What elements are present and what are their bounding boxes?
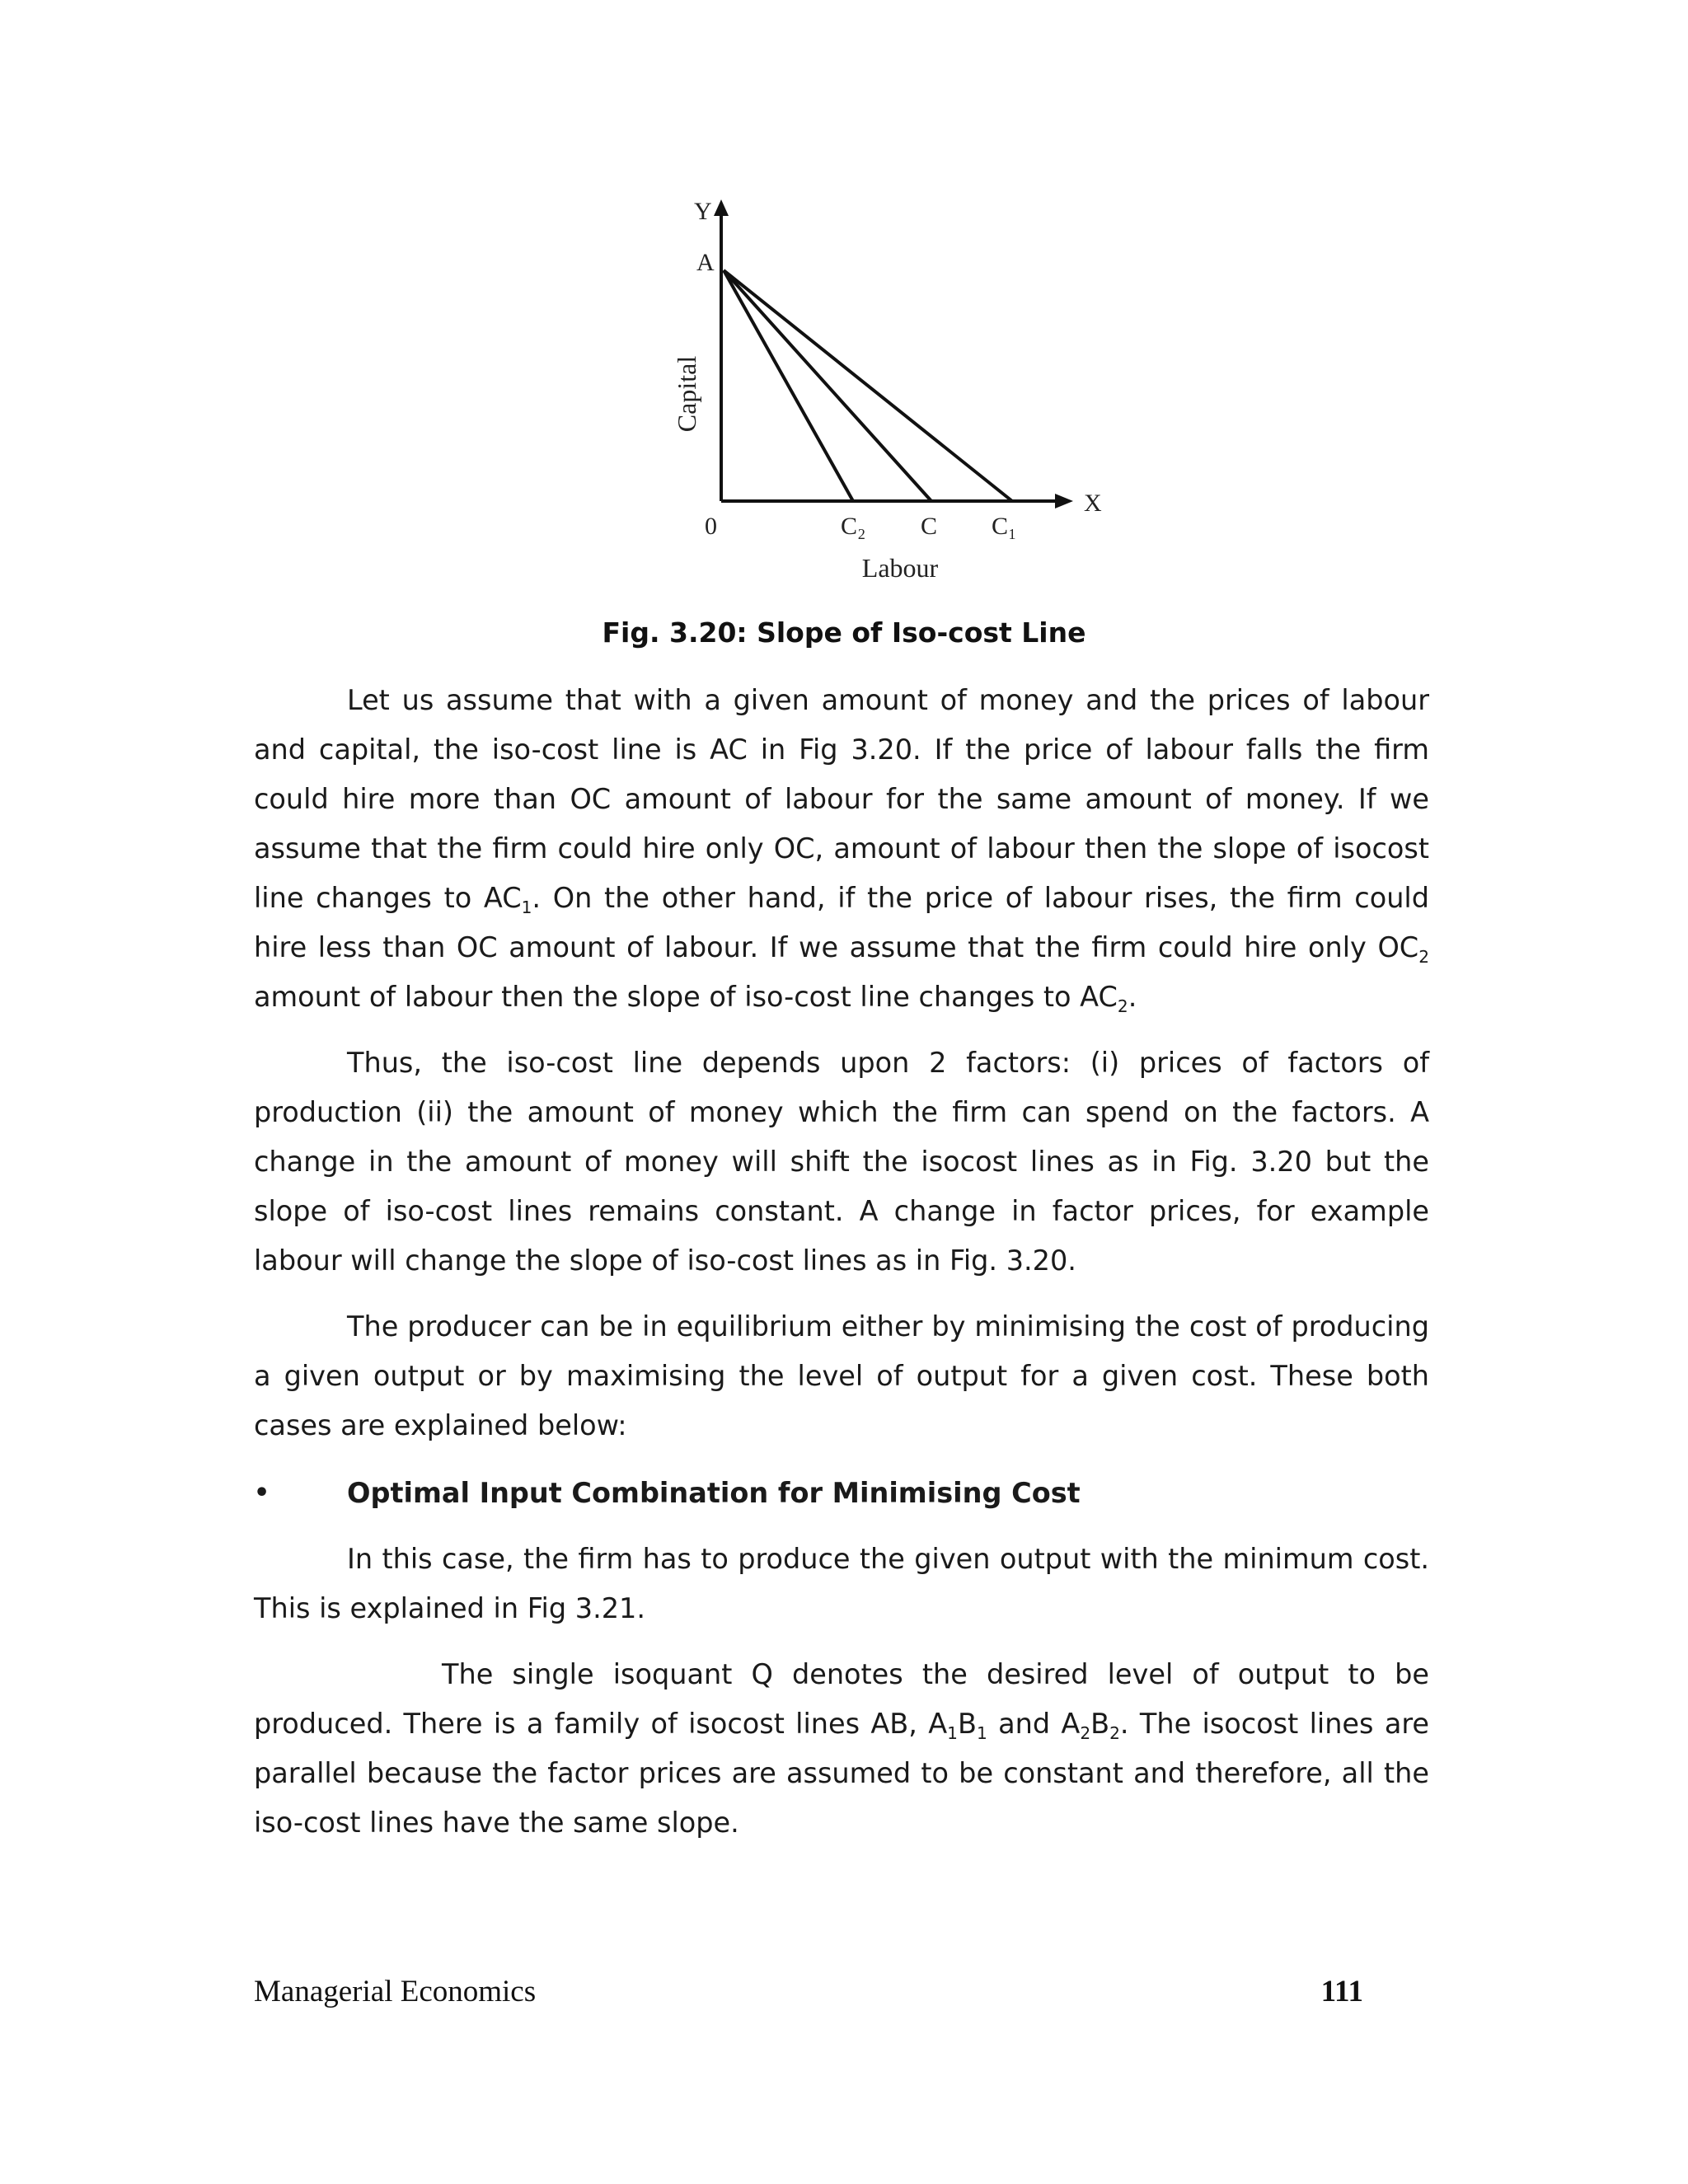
point-c1-label: C₁	[992, 513, 1017, 540]
point-c-label: C	[921, 513, 938, 540]
capital-axis-title: Capital	[672, 355, 701, 433]
section-heading: Optimal Input Combination for Minimising Cost	[347, 1477, 1081, 1509]
x-axis-arrow	[1055, 494, 1073, 509]
labour-axis-title: Labour	[861, 553, 939, 583]
figure-caption: Fig. 3.20: Slope of Iso-cost Line	[602, 616, 1086, 649]
paragraph-3: The producer can be in equilibrium either by minimising the cost of producing a given output or by maximising the level of output for a given cost. These both cases are explained below:	[254, 1310, 1429, 1441]
point-c2-label: C₂	[841, 513, 866, 540]
bullet-heading	[254, 1469, 1429, 1518]
point-a-label: A	[696, 249, 715, 276]
bullet-icon: •	[254, 1479, 270, 1507]
isocost-line-ac1	[724, 270, 1012, 501]
paragraph-1: Let us assume that with a given amount of money and the prices of labour and capital, the iso-cost line is AC in Fig 3.20. If the price of labour falls the firm could hire more than OC amount of labour for the same amount of money. If we assume that the firm could hire only OC, amount of labour then the slope of isocost line changes to $AC_1$. On the other hand, if the price of labour rises, the firm could hire less than OC amount of labour. If we assume that the firm could hire only $OC_2$ amount of labour then the slope of iso-cost line changes to $AC_2$.	[254, 684, 1429, 1017]
origin-label: 0	[705, 513, 717, 540]
isocost-line-ac2	[724, 270, 853, 501]
page-number: 111	[1320, 1975, 1363, 2008]
x-axis-label: X	[1084, 490, 1102, 517]
paragraph-2: Thus, the iso-cost line depends upon 2 factors: (i) prices of factors of production (ii) the amount of money which the firm can spend on the factors. A change in the amount of money will shift the isocost lines as in Fig. 3.20 but the slope of iso-cost lines remains constant. A change in factor prices, for example labour will change the slope of iso-cost lines as in Fig. 3.20.	[254, 1047, 1429, 1277]
book-title: Managerial Economics	[254, 1975, 537, 2008]
paragraph-5: The single isoquant Q denotes the desired level of output to be produced. There is a family of isocost lines AB, $A_1B_1$ and $A_2B_2$. The isocost lines are parallel because the factor prices are assumed to be constant and therefore, all the iso-cost lines have the same slope.	[254, 1658, 1429, 1839]
isocost-figure	[643, 188, 1137, 592]
isocost-line-ac	[724, 270, 931, 501]
y-axis-arrow	[714, 199, 729, 216]
paragraph-4: In this case, the firm has to produce the given output with the minimum cost. This is explained in Fig 3.21.	[254, 1543, 1429, 1624]
page-footer	[254, 1974, 1363, 2009]
body-text	[254, 676, 1429, 1848]
y-axis-label: Y	[694, 198, 712, 225]
